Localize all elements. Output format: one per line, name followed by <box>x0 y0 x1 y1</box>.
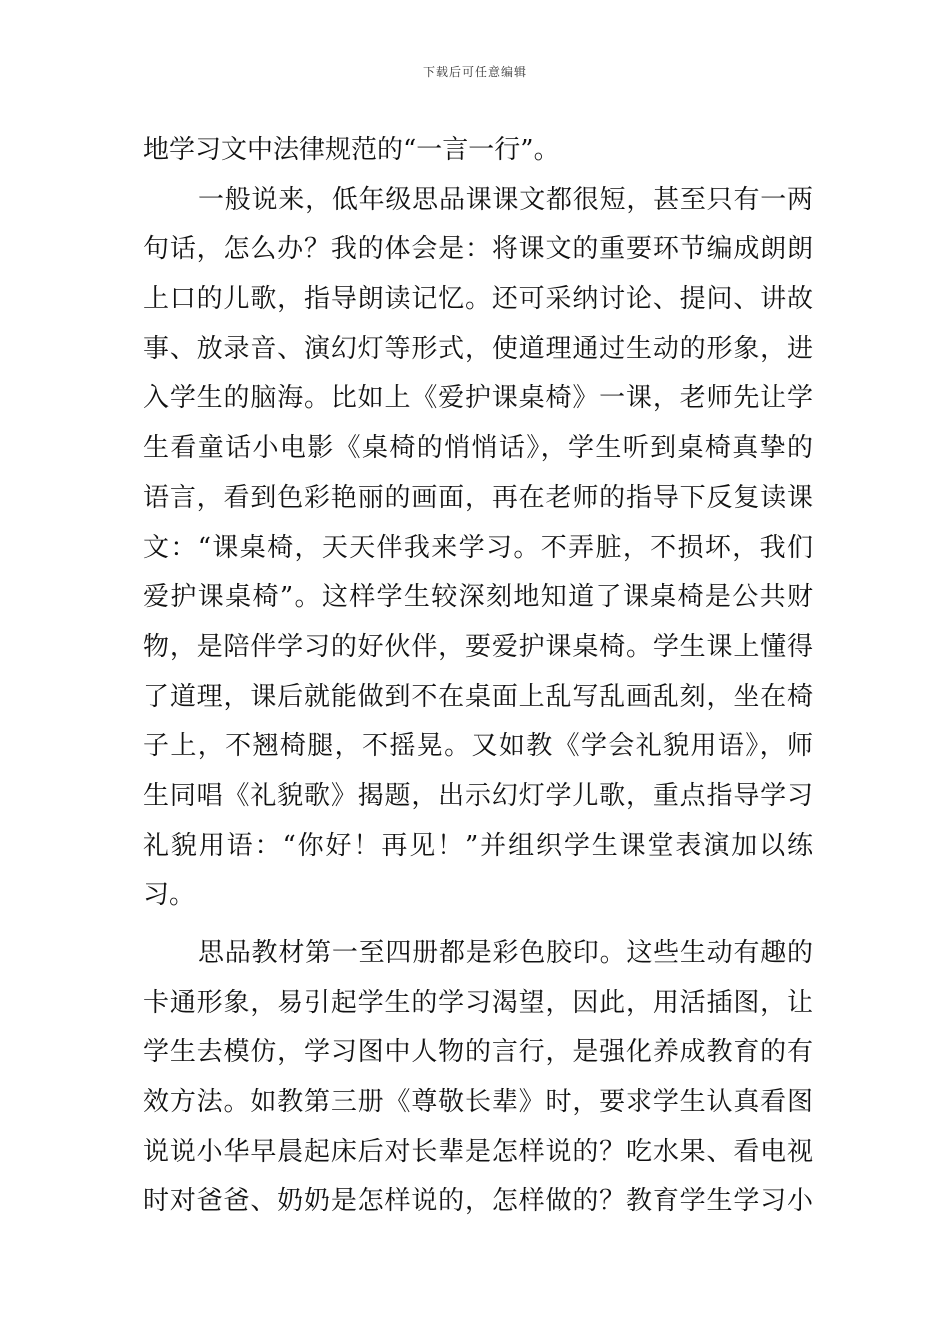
paragraph-first-line: 一般说来，低年级思品课课文都很短，甚至只有一两 <box>198 184 813 215</box>
text-line: 习。 <box>143 880 196 911</box>
text-line: 了道理，课后就能做到不在桌面上乱写乱画乱刻，坐在椅 <box>143 681 813 712</box>
text-line: 时对爸爸、奶奶是怎样说的，怎样做的？教育学生学习小 <box>143 1186 813 1217</box>
text-line: 上口的儿歌，指导朗读记忆。还可采纳讨论、提问、讲故 <box>143 284 813 315</box>
text-line: 礼貌用语：“你好！再见！”并组织学生课堂表演加以练 <box>143 830 813 861</box>
text-line: 句话，怎么办？我的体会是：将课文的重要环节编成朗朗 <box>143 234 813 265</box>
text-line: 效方法。如教第三册《尊敬长辈》时，要求学生认真看图 <box>143 1087 813 1118</box>
text-line: 爱护课桌椅”。这样学生较深刻地知道了课桌椅是公共财 <box>143 582 813 613</box>
text-line: 物，是陪伴学习的好伙伴，要爱护课桌椅。学生课上懂得 <box>143 631 813 662</box>
text-line: 子上，不翘椅腿，不摇晃。又如教《学会礼貌用语》，师 <box>143 731 813 762</box>
text-line: 语言，看到色彩艳丽的画面，再在老师的指导下反复读课 <box>143 482 813 513</box>
text-line: 事、放录音、演幻灯等形式，使道理通过生动的形象，进 <box>143 333 813 364</box>
text-line: 地学习文中法律规范的“一言一行”。 <box>143 135 560 165</box>
text-line: 卡通形象，易引起学生的学习渴望，因此，用活插图，让 <box>143 987 813 1018</box>
text-line: 说说小华早晨起床后对长辈是怎样说的？吃水果、看电视 <box>143 1136 813 1167</box>
text-line: 文：“课桌椅，天天伴我来学习。不弄脏，不损坏，我们 <box>143 532 813 563</box>
page-header: 下载后可任意编辑 <box>422 65 527 79</box>
text-line: 生看童话小电影《桌椅的悄悄话》，学生听到桌椅真挚的 <box>143 433 813 464</box>
text-line: 生同唱《礼貌歌》揭题，出示幻灯学儿歌，重点指导学习 <box>143 780 813 811</box>
text-line: 学生去模仿，学习图中人物的言行，是强化养成教育的有 <box>143 1037 813 1068</box>
paragraph-first-line: 思品教材第一至四册都是彩色胶印。这些生动有趣的 <box>198 938 813 968</box>
text-line: 入学生的脑海。比如上《爱护课桌椅》一课，老师先让学 <box>143 383 813 414</box>
document-body <box>143 126 813 1227</box>
